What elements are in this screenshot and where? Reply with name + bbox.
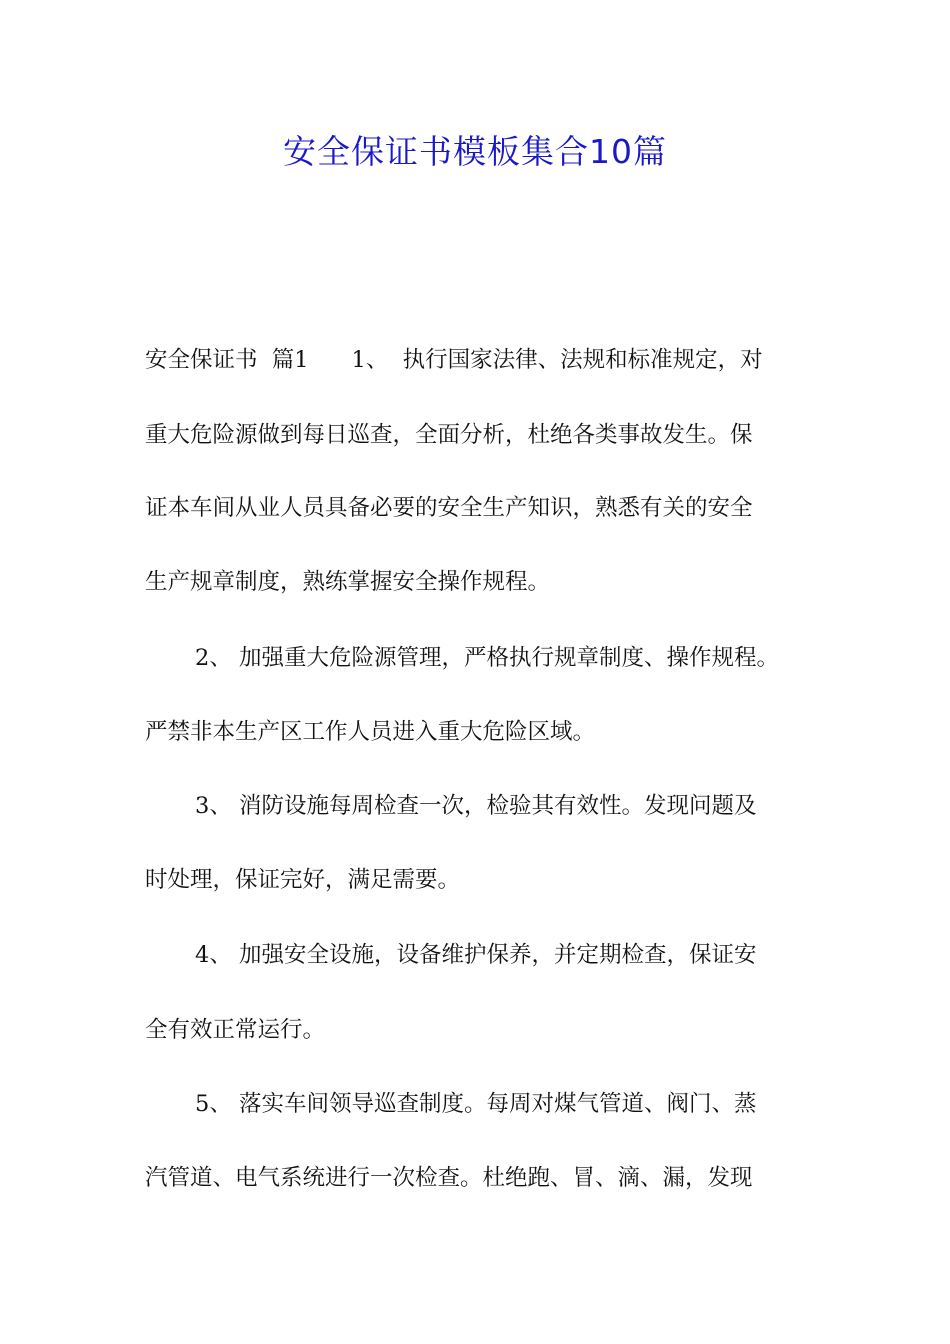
- text-line: 5、 落实车间领导巡查制度。每周对煤气管道、阀门、蒸: [195, 1091, 757, 1117]
- text-line: 安全保证书 篇1 1、 执行国家法律、法规和标准规定，对: [145, 347, 763, 373]
- text-line: 汽管道、电气系统进行一次检查。杜绝跑、冒、滴、漏，发现: [145, 1165, 753, 1191]
- text-line: 3、 消防设施每周检查一次，检验其有效性。发现问题及: [195, 793, 757, 819]
- text-line: 2、 加强重大危险源管理，严格执行规章制度、操作规程。: [195, 645, 779, 671]
- text-line: 证本车间从业人员具备必要的安全生产知识，熟悉有关的安全: [145, 495, 753, 521]
- text-line: 全有效正常运行。: [145, 1017, 326, 1043]
- text-line: 重大危险源做到每日巡查，全面分析，杜绝各类事故发生。保: [145, 422, 753, 448]
- document-title: 安全保证书模板集合10篇: [283, 132, 667, 171]
- text-line: 4、 加强安全设施，设备维护保养，并定期检查，保证安: [195, 942, 757, 968]
- text-line: 生产规章制度，熟练掌握安全操作规程。: [145, 569, 551, 595]
- text-line: 严禁非本生产区工作人员进入重大危险区域。: [145, 719, 596, 745]
- text-line: 时处理，保证完好，满足需要。: [145, 867, 461, 893]
